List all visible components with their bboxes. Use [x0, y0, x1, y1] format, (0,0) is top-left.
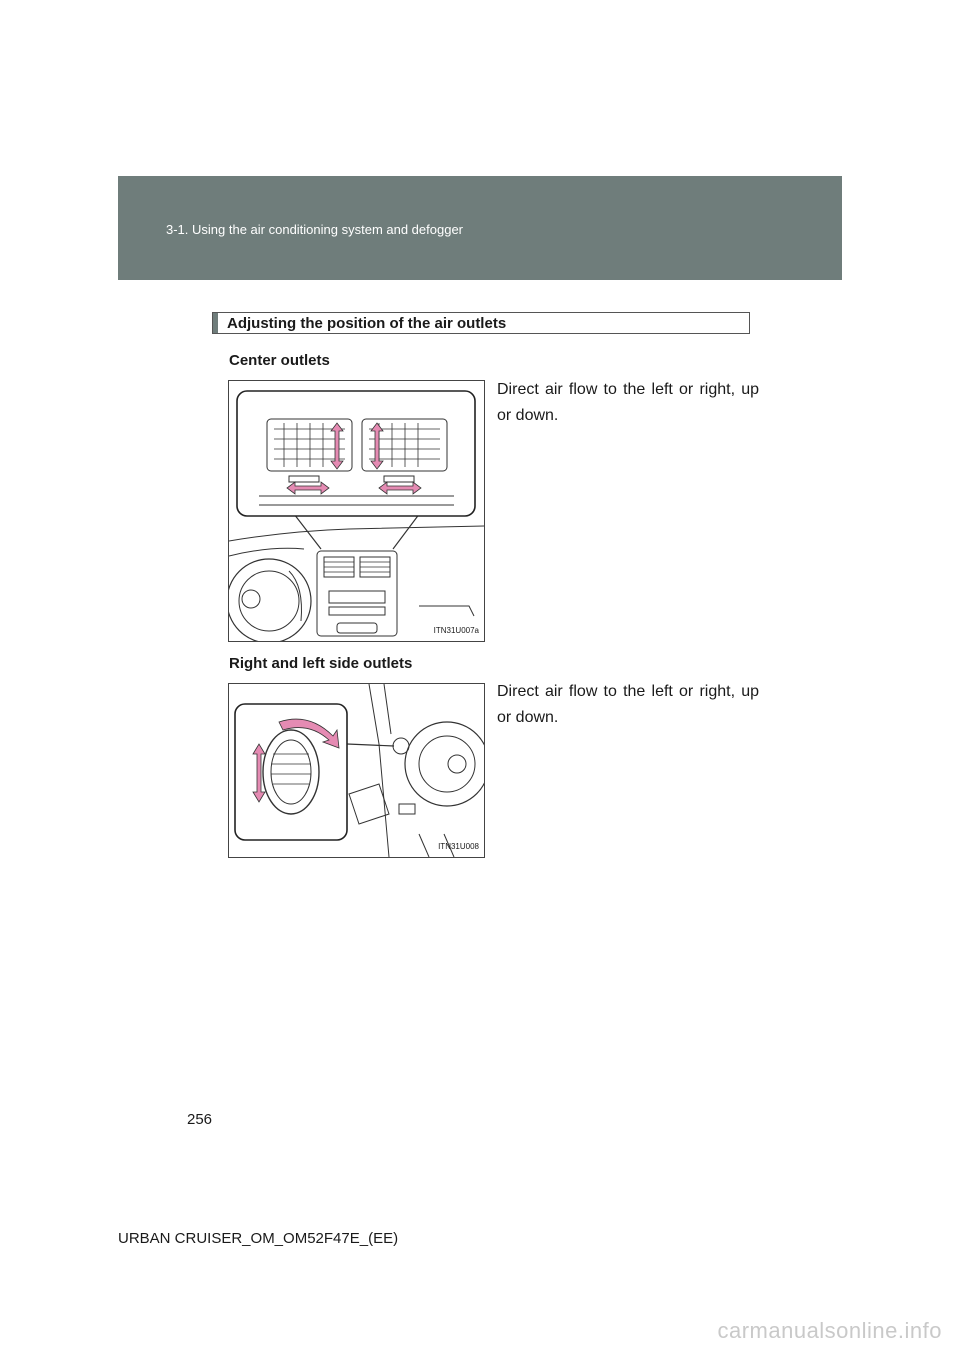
center-figure-code: ITN31U007a	[433, 626, 479, 635]
center-outlets-title: Center outlets	[229, 352, 330, 369]
watermark[interactable]: carmanualsonline.info	[717, 1318, 942, 1343]
header-band	[118, 176, 842, 280]
center-outlets-drawing	[229, 381, 484, 641]
page-number: 256	[187, 1111, 213, 1128]
breadcrumb: 3-1. Using the air conditioning system and defogger	[166, 222, 464, 237]
center-outlets-description: Direct air flow to the left or right, up or down.	[497, 381, 759, 424]
section-heading	[212, 312, 750, 334]
side-outlets-title: Right and left side outlets	[229, 655, 413, 672]
section-title: Adjusting the position of the air outlets	[227, 315, 507, 332]
side-outlets-drawing	[229, 684, 484, 857]
manual-id: URBAN CRUISER_OM_OM52F47E_(EE)	[118, 1230, 399, 1247]
side-outlets-description: Direct air flow to the left or right, up or down.	[497, 683, 759, 726]
side-figure-code: ITN31U008	[438, 842, 479, 851]
heading-accent-bar	[213, 313, 218, 333]
side-outlets-illustration	[228, 683, 485, 858]
center-outlets-illustration	[228, 380, 485, 642]
